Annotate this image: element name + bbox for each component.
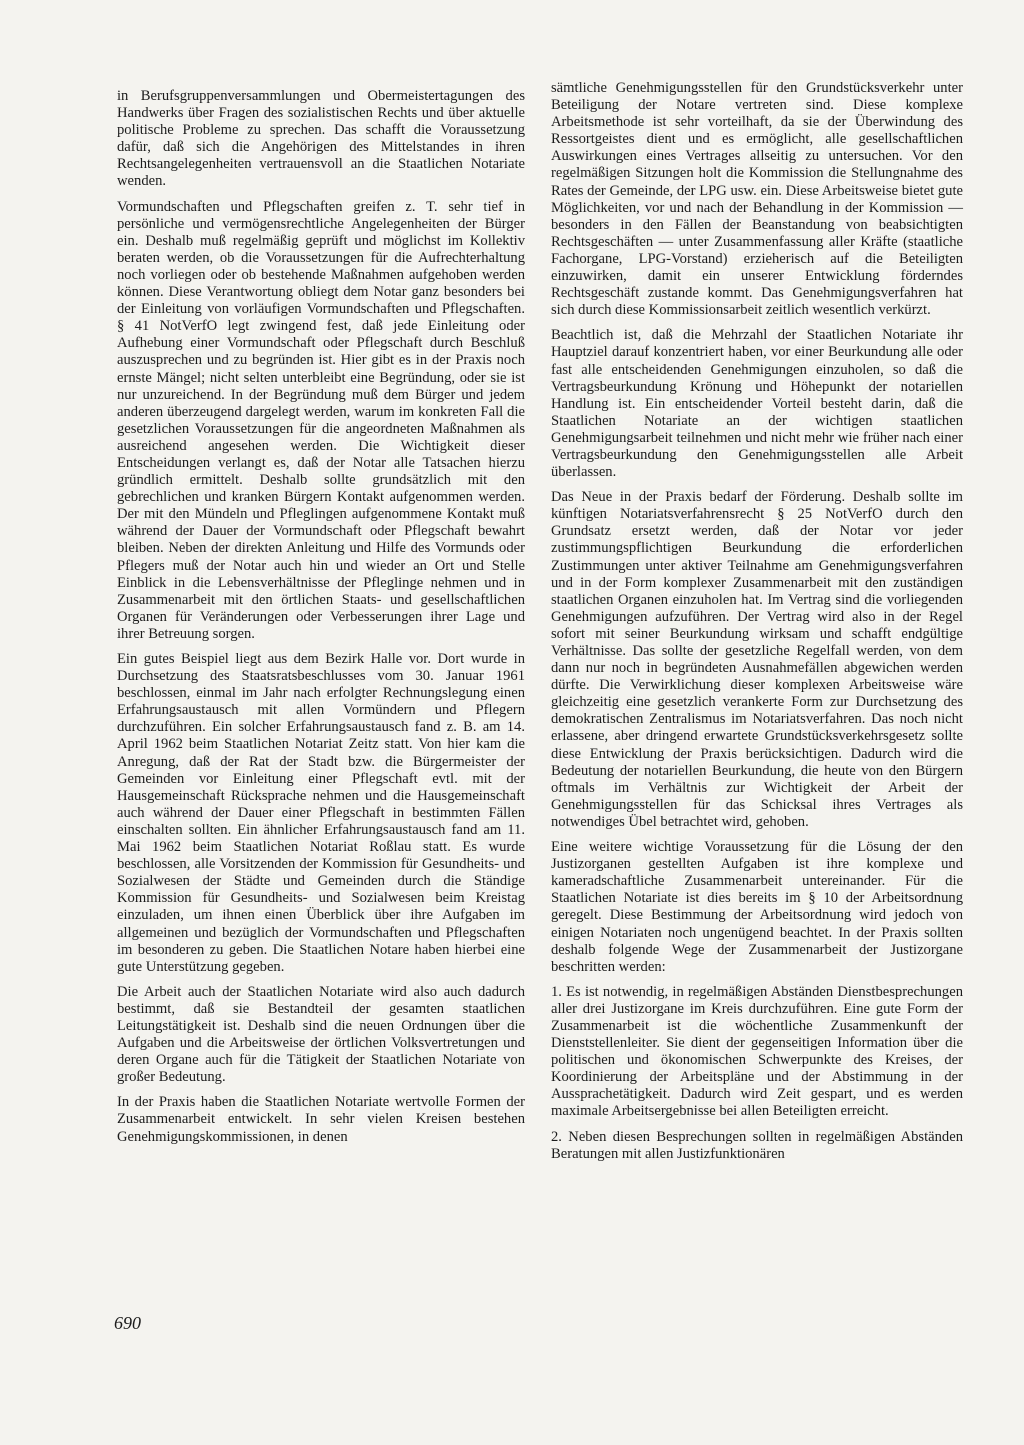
- paragraph: Beachtlich ist, daß die Mehrzahl der Staatlichen Notariate ihr Hauptziel darauf konzentriert haben, vor einer Beurkundung alle oder fast alle entscheidenden Genehmigungen einzuholen, so daß die Vertragsbeurkundung Krönung und Höhepunkt der notariellen Handlung ist. Ein entscheidender Vorteil besteht darin, daß die Staatlichen Notariate an der wichtigen staatlichen Genehmigungsarbeit teilnehmen und nicht mehr wie früher nach einer Vertragsbeurkundung den Genehmigungsstellen alle Arbeit überlassen.: [551, 327, 963, 481]
- paragraph: sämtliche Genehmigungsstellen für den Grundstücksverkehr unter Beteiligung der Notare vertreten sind. Diese komplexe Arbeitsmethode ist sehr vorteilhaft, da sie der Überwindung des Ressortgeistes dient und es ermöglicht, alle gesellschaftlichen Auswirkungen eines Vertrages allseitig zu untersuchen. Vor den regelmäßigen Sitzungen holt die Kommission die Stellungnahme des Rates der Gemeinde, der LPG usw. ein. Diese Arbeitsweise bietet gute Möglichkeiten, vor und nach der Behandlung in der Kommission — besonders in den Fällen der Beanstandung von beabsichtigten Rechtsgeschäften — unter Zusammenfassung aller Kräfte (staatliche Fachorgane, LPG-Vorstand) erzieherisch auf die Beteiligten einzuwirken, damit ein unserer Entwicklung förderndes Rechtsgeschäft zustande kommt. Das Genehmigungsverfahren hat sich durch diese Kommissionsarbeit zeitlich wesentlich verkürzt.: [551, 80, 963, 319]
- list-item: 2. Neben diesen Besprechungen sollten in regelmäßigen Abständen Beratungen mit allen Justizfunktionären: [551, 1128, 963, 1162]
- paragraph: Eine weitere wichtige Voraussetzung für die Lösung der den Justizorganen gestellten Aufgaben ist ihre komplexe und kameradschaftliche Zusammenarbeit untereinander. Für die Staatlichen Notariate ist dies bereits im § 10 der Arbeitsordnung geregelt. Diese Bestimmung der Arbeitsordnung wird jedoch von einigen Notariaten noch ungenügend beachtet. In der Praxis sollten deshalb folgende Wege der Zusammenarbeit der Justizorgane beschritten werden:: [551, 839, 963, 975]
- paragraph: Die Arbeit auch der Staatlichen Notariate wird also auch dadurch bestimmt, daß sie Bestandteil der gesamten staatlichen Leitungstätigkeit ist. Deshalb sind die neuen Ordnungen über die Aufgaben und die Arbeitsweise der örtlichen Volksvertretungen und deren Organe auch für die Tätigkeit der Staatlichen Notariate von großer Bedeutung.: [117, 983, 525, 1086]
- paragraph: Das Neue in der Praxis bedarf der Förderung. Deshalb sollte im künftigen Notariatsverfahrensrecht § 25 NotVerfO durch den Grundsatz ersetzt werden, daß der Notar vor jeder zustimmungspflichtigen Beurkundung die erforderlichen Zustimmungen unter aktiver Teilnahme am Genehmigungsverfahren und in der Form komplexer Zusammenarbeit mit den zuständigen staatlichen Organen einzuholen hat. Im Vertrag sind die vorliegenden Genehmigungen aufzuführen. Der Vertrag wird also in der Regel sofort mit seiner Beurkundung wirksam und schafft endgültige Verhältnisse. Das sollte der gesetzliche Regelfall werden, von dem dann nur noch in begründeten Ausnahmefällen abgewichen werden dürfte. Die Verwirklichung dieser komplexen Arbeitsweise wäre gleichzeitig eine gesetzlich verankerte Form zur Durchsetzung des demokratischen Zentralismus im Notariatsverfahren. Das noch nicht erlassene, aber dringend erwartete Grundstücksverkehrsgesetz sollte diese Entwicklung der Praxis berücksichtigen. Dadurch wird die Bedeutung der notariellen Beurkundung, die heute von den Bürgern oftmals im Verhältnis zur Wichtigkeit der Arbeit der Genehmigungsstellen für das Schicksal ihres Vertrages als notwendiges Übel betrachtet wird, gehoben.: [551, 489, 963, 830]
- left-column: [117, 88, 525, 1154]
- paragraph: Vormundschaften und Pflegschaften greifen z. T. sehr tief in persönliche und vermögensrechtliche Angelegenheiten der Bürger ein. Deshalb muß regelmäßig geprüft und möglichst im Kollektiv beraten werden, ob die Voraussetzungen für die Aufrechterhaltung noch vorliegen oder ob bestehende Maßnahmen aufgehoben werden können. Diese Verantwortung obliegt dem Notar ganz besonders bei der Einleitung von vorläufigen Vormundschaften und Pflegschaften. § 41 NotVerfO legt zwingend fest, daß jede Einleitung oder Aufhebung einer Vormundschaft oder Pflegschaft durch Beschluß auszusprechen und zu begründen ist. Hier gibt es in der Praxis noch ernste Mängel; nicht selten unterbleibt eine Begründung, oder sie ist nur unzureichend. In der Begründung muß dem Bürger und jedem anderen überzeugend dargelegt werden, warum im konkreten Fall die gesetzlichen Voraussetzungen für die angeordneten Maßnahmen als ausreichend angesehen werden. Die Wichtigkeit dieser Entscheidungen verlangt es, daß der Notar alle Tatsachen hierzu gründlich ermittelt. Deshalb sollte grundsätzlich mit den gebrechlichen und kranken Bürgern Kontakt aufgenommen werden. Der mit den Mündeln und Pfleglingen aufgenommene Kontakt muß während der Dauer der Vormundschaft oder Pflegschaft bewahrt bleiben. Neben der direkten Anleitung und Hilfe des Vormunds oder Pflegers muß der Notar auch hin und wieder an Ort und Stelle Einblick in die Lebensverhältnisse der Pfleglinge nehmen und in Zusammenarbeit mit den örtlichen Staats- und gesellschaftlichen Organen für Veränderungen oder Verbesserungen ihrer Lage und ihrer Betreuung sorgen.: [117, 198, 525, 642]
- paragraph: in Berufsgruppenversammlungen und Obermeistertagungen des Handwerks über Fragen des sozialistischen Rechts und über aktuelle politische Probleme zu sprechen. Das schafft die Voraussetzung dafür, daß sich die Angehörigen des Mittelstandes in ihren Rechtsangelegenheiten vertrauensvoll an die Staatlichen Notariate wenden.: [117, 88, 525, 190]
- right-column: [551, 80, 963, 1171]
- paragraph: In der Praxis haben die Staatlichen Notariate wertvolle Formen der Zusammenarbeit entwickelt. In sehr vielen Kreisen bestehen Genehmigungskommissionen, in denen: [117, 1094, 525, 1145]
- page-number: 690: [114, 1313, 141, 1333]
- paragraph: Ein gutes Beispiel liegt aus dem Bezirk Halle vor. Dort wurde in Durchsetzung des Staatsratsbeschlusses vom 30. Januar 1961 beschlossen, einmal im Jahr nach erfolgter Rechnungslegung einen Erfahrungsaustausch mit allen Vormündern und Pflegern durchzuführen. Ein solcher Erfahrungsaustausch fand z. B. am 14. April 1962 beim Staatlichen Notariat Zeitz statt. Von hier kam die Anregung, daß der Rat der Stadt bzw. die Bürgermeister der Gemeinden vor Einleitung einer Pflegschaft evtl. mit der Hausgemeinschaft Rücksprache nehmen und die Hausgemeinschaft auch während der Dauer einer Pflegschaft in bestimmten Fällen einschalten sollten. Ein ähnlicher Erfahrungsaustausch fand am 11. Mai 1962 beim Staatlichen Notariat Roßlau statt. Es wurde beschlossen, alle Vorsitzenden der Kommission für Gesundheits- und Sozialwesen der Städte und Gemeinden durch die Ständige Kommission für Gesundheits- und Sozialwesen beim Kreistag einzuladen, um ihnen einen Überblick über ihre Aufgaben im allgemeinen und bezüglich der Vormundschaften und Pflegschaften im besonderen zu geben. Die Staatlichen Notare haben hierbei eine gute Unterstützung gegeben.: [117, 651, 525, 975]
- list-item: 1. Es ist notwendig, in regelmäßigen Abständen Dienstbesprechungen aller drei Justizorgane im Kreis durchzuführen. Eine gute Form der Zusammenarbeit ist die wöchentliche Zusammenkunft der Dienststellenleiter. Sie dient der gegenseitigen Information über die politischen und ökonomischen Schwerpunkte des Kreises, der Koordinierung der Arbeitspläne und der Abstimmung in der Aussprachetätigkeit. Dadurch wird Zeit gespart, und es werden maximale Arbeitsergebnisse bei allen Beteiligten erreicht.: [551, 983, 963, 1120]
